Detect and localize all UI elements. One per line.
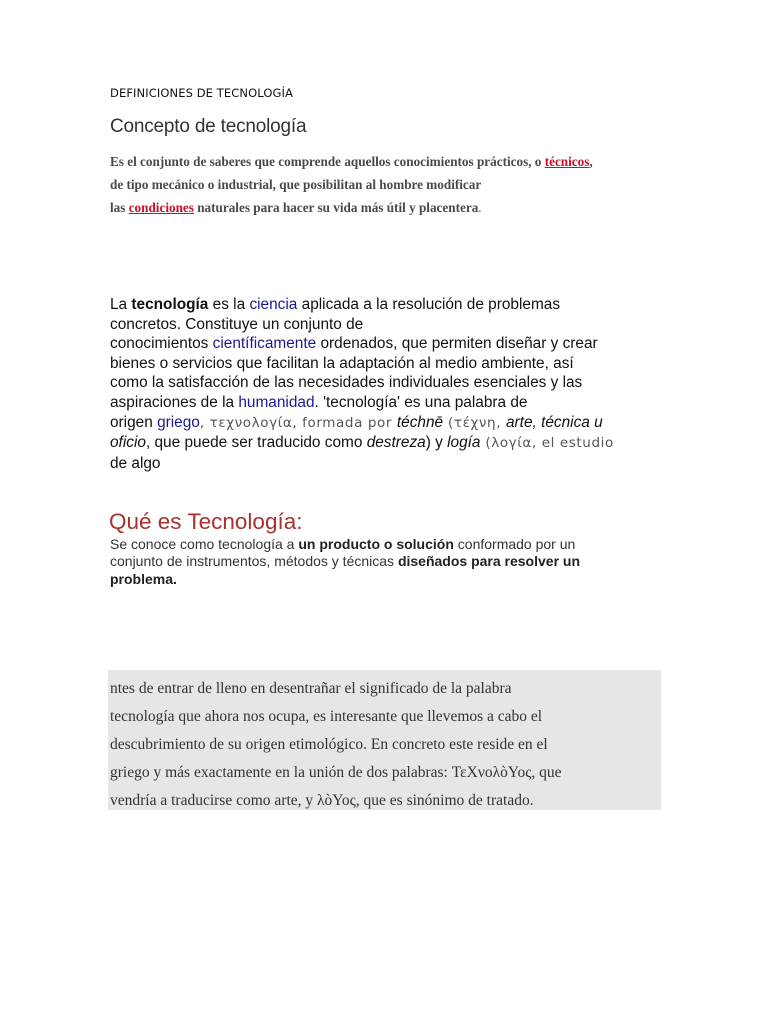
etymology-line: descubrimiento de su origen etimológico. En concreto este reside en el <box>110 736 548 753</box>
italic-term: logía <box>447 434 481 452</box>
definition-line-3 <box>110 196 670 219</box>
paragraph-text: Se conoce como tecnología a <box>110 536 299 552</box>
paragraph-text: aplicada a la resolución de problemas <box>297 296 561 313</box>
link-humanidad[interactable]: humanidad <box>238 393 315 411</box>
paragraph-line: de algo <box>110 454 161 472</box>
definition-line-2: de tipo mecánico o industrial, que posibilitan al hombre modificar <box>110 177 482 192</box>
etymology-line: griego y más exactamente en la unión de dos palabras: ΤεΧνολòΥος, que <box>110 764 562 781</box>
definition-text: las <box>110 200 129 215</box>
link-condiciones[interactable]: condiciones <box>128 200 194 215</box>
link-cientificamente[interactable]: científicamente <box>212 335 317 353</box>
greek-text: (λογία, el estudio <box>480 435 614 452</box>
link-griego[interactable]: griego <box>157 413 200 431</box>
paragraph-line: concretos. Constituye un conjunto de <box>110 315 364 333</box>
italic-term: téchnē <box>396 413 444 431</box>
paragraph-line: bienes o servicios que facilitan la adaptación al medio ambiente, así <box>110 354 574 372</box>
paragraph-text: La <box>110 296 132 313</box>
paragraph-text: , que puede ser traducido como <box>145 434 367 452</box>
paragraph-text: aspiraciones de la <box>110 393 239 411</box>
technology-paragraph <box>110 295 655 473</box>
paragraph-line <box>110 393 655 413</box>
greek-text: (τέχνη, <box>443 414 506 431</box>
bold-phrase: problema. <box>110 570 177 587</box>
bold-phrase: un producto o solución <box>298 536 454 552</box>
paragraph-text: . 'tecnología' es una palabra de <box>314 393 528 411</box>
paragraph-line: como la satisfacción de las necesidades individuales esenciales y las <box>110 374 583 392</box>
etymology-line: ntes de entrar de lleno en desentrañar el significado de la palabra <box>110 680 512 697</box>
que-es-paragraph <box>110 536 650 588</box>
italic-term: arte, técnica u <box>506 413 603 431</box>
definition-text: Es el conjunto de saberes que comprende aquellos conocimientos prácticos, o <box>110 154 545 169</box>
paragraph-text: ) y <box>425 434 448 452</box>
paragraph-line <box>110 553 650 570</box>
italic-term: destreza <box>366 434 426 452</box>
paragraph-text: origen <box>110 413 158 431</box>
bold-phrase: diseñados para resolver un <box>397 553 581 570</box>
italic-term: oficio <box>110 434 146 452</box>
paragraph-text: es la <box>208 296 250 313</box>
paragraph-text: conjunto de instrumentos, métodos y técnicas <box>110 553 398 570</box>
greek-text: , τεχνολογία, formada por <box>199 414 397 431</box>
paragraph-line <box>110 334 655 354</box>
definition-text: . <box>478 200 482 215</box>
definition-line-1 <box>110 150 670 173</box>
etymology-paragraph <box>110 675 660 815</box>
etymology-line: tecnología que ahora nos ocupa, es interesante que llevemos a cabo el <box>110 708 543 725</box>
link-ciencia[interactable]: ciencia <box>249 296 298 313</box>
keyword-tecnologia: tecnología <box>131 296 209 313</box>
etymology-line: vendría a traducirse como arte, y λòΥος, que es sinónimo de tratado. <box>110 792 534 809</box>
definition-text: , <box>589 154 593 169</box>
paragraph-text: conocimientos <box>110 335 213 353</box>
definition-paragraph <box>110 150 670 219</box>
paragraph-text: ordenados, que permiten diseñar y crear <box>316 335 598 353</box>
paragraph-line <box>110 571 650 588</box>
paragraph-line <box>110 413 655 434</box>
concept-title: Concepto de tecnología <box>110 116 307 137</box>
paragraph-text: conformado por un <box>453 536 576 552</box>
definition-text: naturales para hacer su vida más útil y placentera <box>193 200 479 215</box>
document-heading: DEFINICIONES DE TECNOLOGÍA <box>110 86 293 100</box>
paragraph-line <box>110 536 650 553</box>
paragraph-line <box>110 295 655 315</box>
paragraph-line <box>110 433 655 454</box>
que-es-title: Qué es Tecnología: <box>109 509 303 534</box>
link-tecnicos[interactable]: técnicos <box>544 154 590 169</box>
